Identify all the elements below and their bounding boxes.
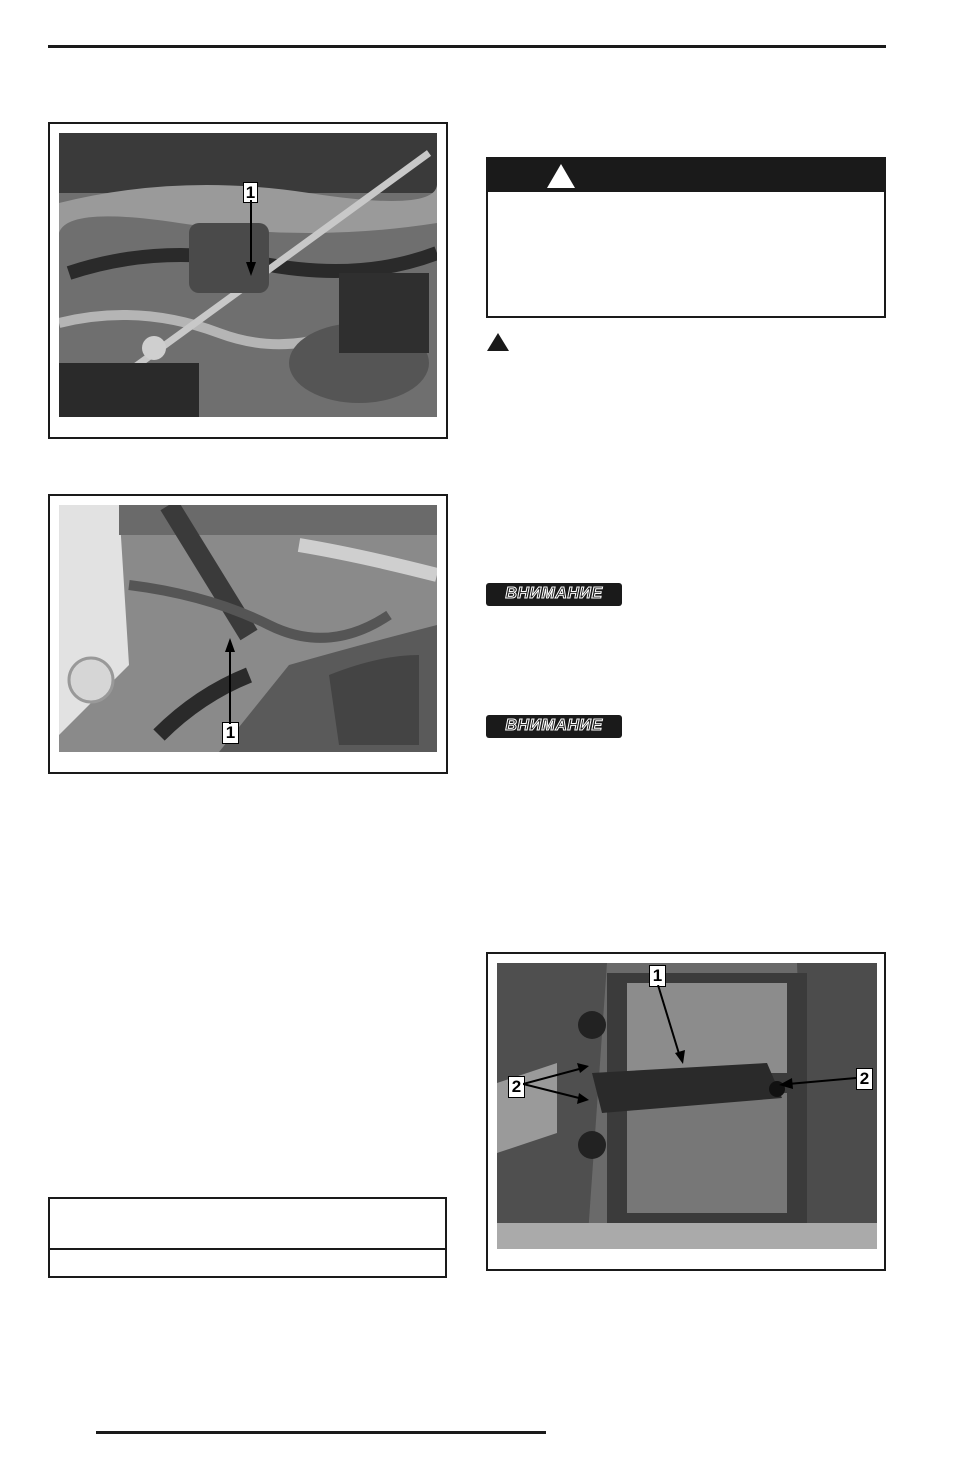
- callout-1: 1: [222, 722, 239, 744]
- callout-arrow: [656, 985, 696, 1065]
- caution-badge: ВНИМАНИЕ: [486, 583, 622, 606]
- header-rule: [48, 45, 886, 48]
- callout-2: 2: [508, 1076, 525, 1098]
- callout-1: 1: [243, 182, 258, 203]
- caution-badge: ВНИМАНИЕ: [486, 715, 622, 738]
- harness-photo: [59, 505, 437, 752]
- warning-box: [486, 157, 886, 318]
- callout-arrow: [523, 1059, 593, 1107]
- callout-1: 1: [649, 965, 666, 987]
- warning-header: [488, 159, 884, 192]
- table-divider: [50, 1248, 445, 1250]
- warning-triangle-icon: [486, 332, 510, 352]
- callout-arrow: [243, 200, 263, 280]
- figure-ecm-module: [486, 952, 886, 1271]
- callout-arrow: [222, 636, 242, 724]
- callout-arrow: [778, 1072, 856, 1092]
- footer-rule: [96, 1431, 546, 1434]
- callout-2: 2: [856, 1068, 873, 1090]
- figure-engine-harness: [48, 122, 448, 439]
- specification-table: [48, 1197, 447, 1278]
- warning-triangle-icon: [546, 163, 576, 189]
- figure-harness-connector: [48, 494, 448, 774]
